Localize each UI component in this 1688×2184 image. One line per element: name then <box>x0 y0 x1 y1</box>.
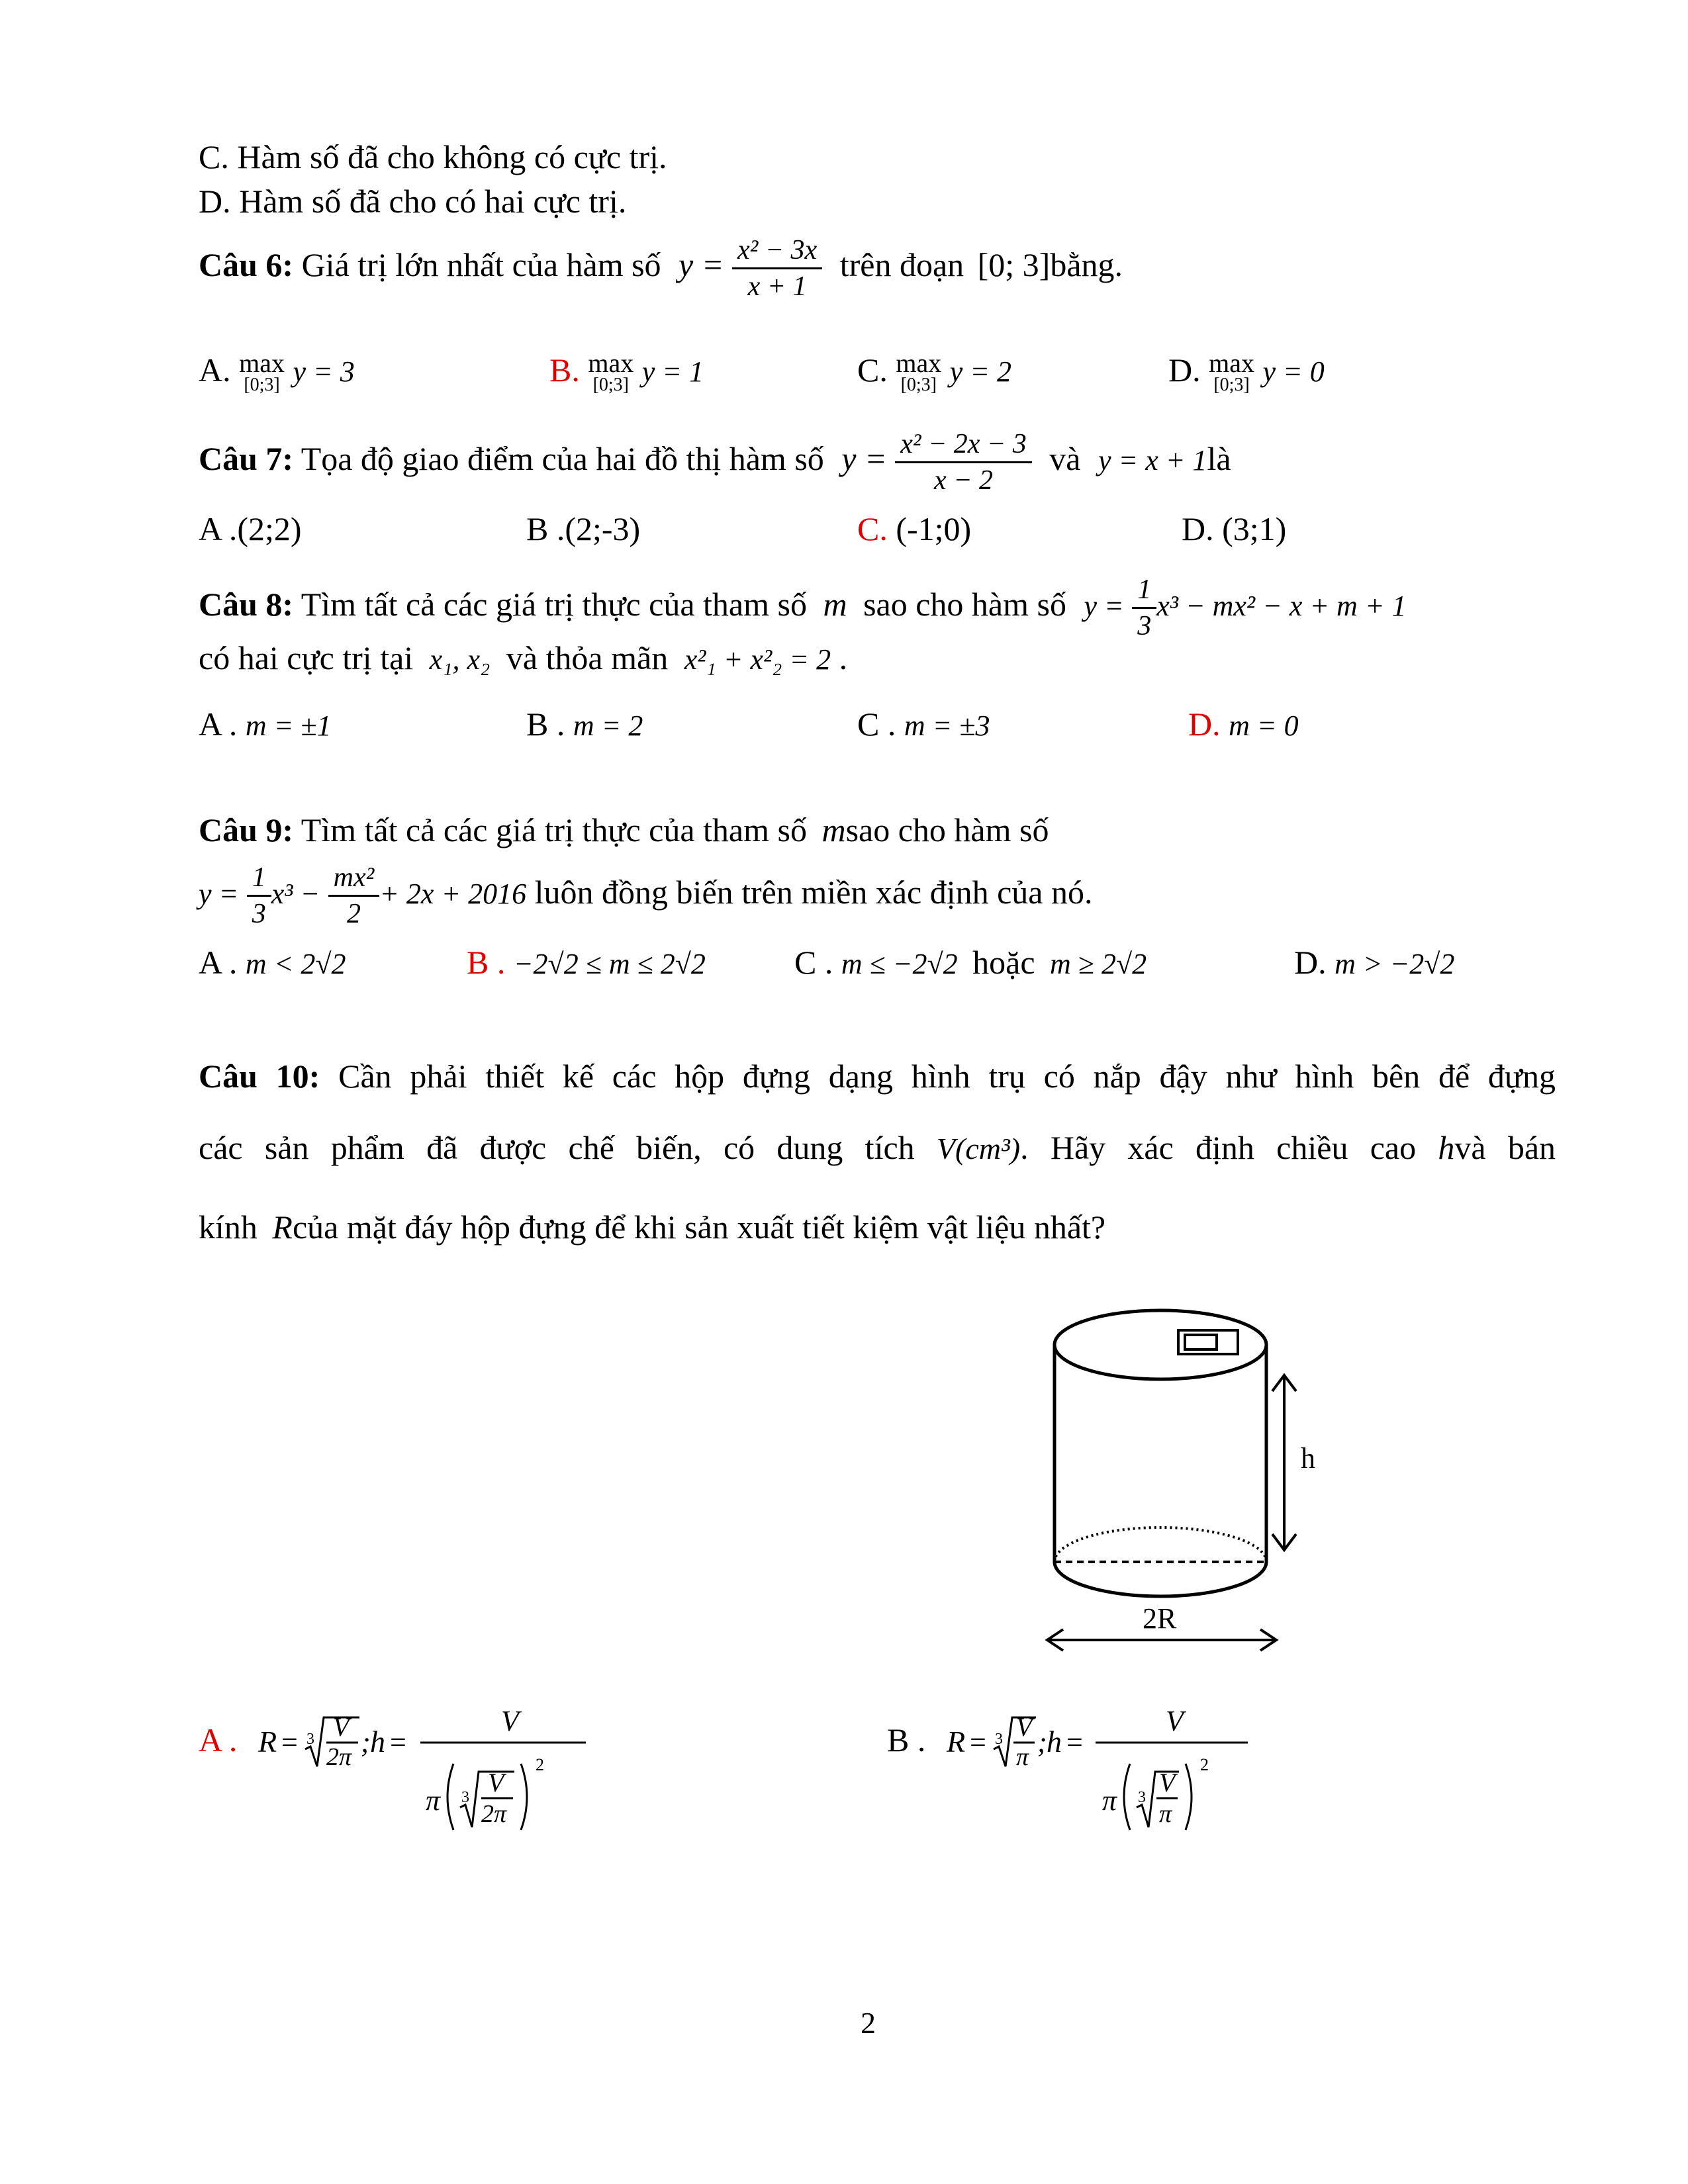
question-10 <box>199 1057 1556 1095</box>
lid-tab-inner <box>1185 1335 1217 1349</box>
q6-option-b-expr: y = 1 <box>641 355 704 388</box>
q6-function-fraction <box>732 233 822 304</box>
q9-text-end: luôn đồng biến trên miền xác định của nó. <box>534 873 1093 911</box>
a-frac-den: 2π <box>326 1743 352 1771</box>
b-eq2: = <box>1066 1726 1083 1758</box>
q6-text-end: bằng. <box>1050 246 1123 283</box>
q6-option-a[interactable] <box>199 348 355 395</box>
q8-option-a[interactable] <box>199 705 331 743</box>
q8-fraction <box>1132 572 1156 643</box>
question-7-label: Câu 7: <box>199 439 294 477</box>
q7-option-b-expr: (2;-3) <box>565 510 641 547</box>
q6-option-c[interactable] <box>857 348 1011 395</box>
q8-option-d[interactable] <box>1188 705 1299 743</box>
q9-option-c-letter: C . <box>794 944 833 981</box>
a-semicolon: ; <box>361 1726 371 1758</box>
diameter-label: 2R <box>1143 1602 1177 1635</box>
page-number: 2 <box>861 2006 876 2040</box>
a-eq2: = <box>390 1726 406 1758</box>
q8-option-b[interactable] <box>526 705 643 743</box>
q9-option-b-letter: B . <box>467 944 506 981</box>
q8-frac-den: 3 <box>1137 611 1152 641</box>
b-frac-num: V <box>1016 1712 1033 1742</box>
a-paren-left <box>447 1764 453 1830</box>
q10-line2-b: . Hãy xác định chiều cao <box>1020 1129 1417 1166</box>
cylinder-top-ellipse <box>1055 1310 1266 1379</box>
question-6-label: Câu 6: <box>199 246 294 283</box>
q8-func-lhs: y = <box>1084 589 1124 622</box>
a-eq1: = <box>281 1726 298 1758</box>
q7-function-fraction <box>895 427 1032 498</box>
q8-option-a-letter: A . <box>199 705 238 743</box>
b-h: h <box>1047 1725 1062 1758</box>
q6-option-a-letter: A. <box>199 351 231 388</box>
q9-option-a-letter: A . <box>199 944 238 981</box>
a-paren-right <box>521 1764 527 1830</box>
q8-option-d-letter: D. <box>1188 705 1221 743</box>
q7-option-b[interactable] <box>526 510 640 548</box>
a-root-index: 3 <box>306 1731 314 1748</box>
q9-option-a-expr: m < 2√2 <box>245 948 346 980</box>
q10-option-a-letter: A . <box>199 1721 238 1758</box>
q9-option-d-expr: m > −2√2 <box>1335 948 1455 980</box>
q9-option-d[interactable] <box>1294 943 1454 981</box>
q9-option-d-letter: D. <box>1294 944 1327 981</box>
q6-numerator: x² − 3x <box>732 233 822 269</box>
q8-points: x₁, x₂ <box>429 643 491 676</box>
question-8-text: Tìm tất cả các giá trị thực của tham số <box>301 585 807 623</box>
q8-param: m <box>823 585 847 623</box>
q7-option-a-letter: A . <box>199 510 238 547</box>
b-inner-den: π <box>1159 1800 1172 1828</box>
a-h-num: V <box>501 1705 519 1737</box>
q7-option-a[interactable] <box>199 510 302 548</box>
cylinder-figure <box>1019 1297 1315 1674</box>
q6-option-c-expr: y = 2 <box>949 355 1011 388</box>
q7-func2: y = x + 1 <box>1098 443 1207 477</box>
q9-option-a[interactable] <box>199 943 346 981</box>
q9-fraction-2 <box>328 860 380 931</box>
b-eq1: = <box>970 1726 986 1758</box>
q6-option-b[interactable] <box>549 348 704 395</box>
q6-option-d[interactable] <box>1168 348 1325 395</box>
q9-param: m <box>821 811 846 848</box>
q6-option-c-op: max <box>896 348 942 378</box>
q8-func-rest: x³ − mx² − x + m + 1 <box>1156 589 1407 622</box>
q9-option-c-expr: m ≤ −2√2 <box>841 948 958 980</box>
q7-option-d-letter: D. <box>1182 510 1214 547</box>
q6-option-b-op: max <box>588 348 634 378</box>
q7-option-c[interactable] <box>857 510 971 548</box>
b-frac-den: π <box>1016 1743 1029 1771</box>
q8-line2-end: . <box>839 639 848 676</box>
q7-text-mid: và <box>1049 439 1081 477</box>
q6-denominator: x + 1 <box>747 271 807 302</box>
q10-r-var: R <box>272 1208 293 1246</box>
q8-text-mid: sao cho hàm số <box>863 585 1066 623</box>
question-10-line3 <box>199 1208 1105 1246</box>
q6-interval: [0; 3] <box>977 246 1051 283</box>
a-inner-num: V <box>488 1768 504 1797</box>
q9-option-c-expr2: m ≥ 2√2 <box>1050 948 1147 980</box>
a-inner-root-index: 3 <box>461 1789 469 1806</box>
a-R: R <box>258 1725 277 1758</box>
q9-option-b[interactable] <box>467 943 706 981</box>
q8-option-c-letter: C . <box>857 705 896 743</box>
a-exponent: 2 <box>536 1755 544 1774</box>
q10-line3-a: kính <box>199 1208 258 1246</box>
q9-option-c[interactable] <box>794 943 1147 981</box>
q8-line2-a: có hai cực trị tại <box>199 639 414 676</box>
q6-option-a-op: max <box>239 348 285 378</box>
cylinder-bottom-back <box>1055 1527 1266 1562</box>
q9-f2-den: 2 <box>346 899 361 929</box>
q8-option-b-letter: B . <box>526 705 565 743</box>
q6-option-b-sub: [0;3] <box>592 375 630 395</box>
q10-line2-c: và bán <box>1454 1129 1556 1166</box>
q6-option-d-letter: D. <box>1168 351 1201 388</box>
q9-f1-tail: x³ − <box>271 877 320 910</box>
a-inner-den: 2π <box>481 1800 507 1828</box>
b-paren-left <box>1124 1764 1130 1830</box>
q8-option-c[interactable] <box>857 705 990 743</box>
q8-line2-b: và thỏa mãn <box>506 639 669 676</box>
q10-option-b[interactable] <box>887 1721 925 1759</box>
q7-option-c-expr: (-1;0) <box>896 510 972 547</box>
q8-option-d-expr: m = 0 <box>1229 709 1299 742</box>
q8-option-c-expr: m = ±3 <box>904 709 990 742</box>
q6-option-d-sub: [0;3] <box>1213 375 1250 395</box>
q9-option-b-expr: −2√2 ≤ m ≤ 2√2 <box>513 948 706 980</box>
q6-option-c-sub: [0;3] <box>900 375 937 395</box>
height-label: h <box>1301 1442 1315 1475</box>
q8-frac-num: 1 <box>1132 572 1156 609</box>
q6-text-after: trên đoạn <box>839 246 964 283</box>
q9-func-lhs: y = <box>199 877 239 910</box>
q7-option-a-expr: (2;2) <box>237 510 302 547</box>
b-exponent: 2 <box>1200 1755 1209 1774</box>
question-8-label: Câu 8: <box>199 585 294 623</box>
q6-option-d-op: max <box>1209 348 1254 378</box>
question-10-line2 <box>199 1128 1556 1167</box>
cylinder-bottom-front <box>1055 1562 1266 1596</box>
q10-option-a[interactable] <box>199 1721 237 1759</box>
q6-func-lhs: y = <box>679 246 724 283</box>
q9-f1-den: 3 <box>252 899 266 929</box>
q8-option-a-expr: m = ±1 <box>245 709 332 742</box>
q10-option-a-formula <box>255 1698 599 1856</box>
option-d-prev: D. Hàm số đã cho có hai cực trị. <box>199 183 627 220</box>
q7-option-b-letter: B . <box>526 510 565 547</box>
q9-option-c-connector: hoặc <box>972 944 1035 981</box>
b-paren-right <box>1186 1764 1192 1830</box>
q10-option-b-formula <box>943 1698 1261 1856</box>
q6-option-a-expr: y = 3 <box>293 355 355 388</box>
q8-condition: x²₁ + x²₂ = 2 <box>684 643 831 676</box>
a-pi: π <box>426 1784 441 1817</box>
q7-text-end: là <box>1207 439 1231 477</box>
b-inner-num: V <box>1159 1768 1176 1797</box>
q10-line3-b: của mặt đáy hộp đựng để khi sản xuất tiết kiệm vật liệu nhất? <box>292 1208 1106 1246</box>
q7-func-lhs: y = <box>841 439 887 477</box>
q9-text-mid: sao cho hàm số <box>845 811 1049 848</box>
q9-fraction-1 <box>247 860 271 931</box>
a-h: h <box>370 1725 385 1758</box>
q10-h-var: h <box>1438 1129 1455 1166</box>
b-root-index: 3 <box>995 1731 1003 1748</box>
q9-f2-num: mx² <box>328 860 380 897</box>
question-8-line2 <box>199 639 847 677</box>
option-c-prev: C. Hàm số đã cho không có cực trị. <box>199 138 667 175</box>
q8-option-b-expr: m = 2 <box>573 709 643 742</box>
question-7-text: Tọa độ giao điểm của hai đồ thị hàm số <box>301 439 824 477</box>
q6-option-a-sub: [0;3] <box>244 375 280 395</box>
q7-option-c-letter: C. <box>857 510 888 547</box>
q6-option-b-letter: B. <box>549 351 580 388</box>
question-7 <box>199 427 1231 498</box>
q7-option-d-expr: (3;1) <box>1222 510 1287 547</box>
q10-line1: Cần phải thiết kế các hộp đựng dạng hình trụ có nắp đậy như hình bên để đựng <box>338 1058 1556 1095</box>
b-inner-root-index: 3 <box>1138 1789 1146 1806</box>
q10-line2-a: các sản phẩm đã được chế biến, có dung tích <box>199 1129 915 1166</box>
question-6 <box>199 233 1123 304</box>
b-pi: π <box>1102 1784 1117 1817</box>
q10-option-b-letter: B . <box>887 1721 926 1758</box>
question-9 <box>199 811 1049 849</box>
b-R: R <box>947 1725 966 1758</box>
q7-denominator: x − 2 <box>934 465 993 496</box>
a-frac-num: V <box>333 1712 350 1742</box>
q6-option-d-expr: y = 0 <box>1262 355 1325 388</box>
question-10-label: Câu 10: <box>199 1058 320 1095</box>
question-8 <box>199 572 1407 643</box>
q10-volume: V(cm³) <box>936 1132 1021 1165</box>
question-9-label: Câu 9: <box>199 811 294 848</box>
q9-f2-tail: + 2x + 2016 <box>379 877 527 910</box>
question-9-text: Tìm tất cả các giá trị thực của tham số <box>301 811 807 848</box>
b-h-num: V <box>1166 1705 1184 1737</box>
b-semicolon: ; <box>1037 1726 1047 1758</box>
question-6-text: Giá trị lớn nhất của hàm số <box>301 246 661 283</box>
q7-option-d[interactable] <box>1182 510 1286 548</box>
q6-option-c-letter: C. <box>857 351 888 388</box>
q7-numerator: x² − 2x − 3 <box>895 427 1032 463</box>
question-9-line2 <box>199 860 1093 931</box>
q9-f1-num: 1 <box>247 860 271 897</box>
